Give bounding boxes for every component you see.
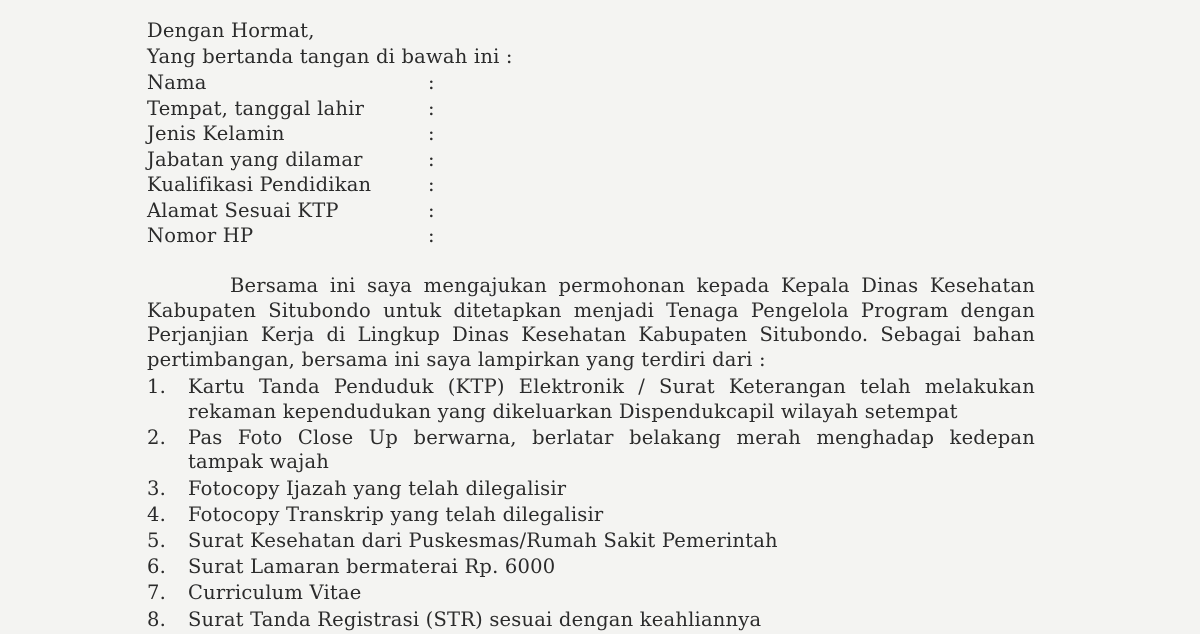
list-number: 6. xyxy=(147,555,167,579)
list-text: Fotocopy Transkrip yang telah dilegalisir xyxy=(188,502,604,526)
field-colon: : xyxy=(428,224,435,247)
field-label: Jenis Kelamin xyxy=(147,122,285,145)
field-row-nama xyxy=(147,70,435,96)
list-text: Pas Foto Close Up berwarna, berlatar belakang merah menghadap kedepan tampak wajah xyxy=(188,425,1035,474)
list-item xyxy=(147,503,1035,528)
list-item xyxy=(147,477,1035,502)
intro-text: Yang bertanda tangan di bawah ini : xyxy=(147,45,513,68)
field-colon: : xyxy=(428,199,435,222)
list-number: 8. xyxy=(147,607,167,631)
field-label: Jabatan yang dilamar xyxy=(147,148,363,171)
list-number: 2. xyxy=(147,425,167,449)
list-item xyxy=(147,529,1035,554)
attachment-list xyxy=(147,375,1035,634)
field-row-kualifikasi xyxy=(147,172,435,198)
list-number: 7. xyxy=(147,581,167,605)
list-text: Surat Tanda Registrasi (STR) sesuai dengan keahliannya xyxy=(188,607,762,631)
field-label: Tempat, tanggal lahir xyxy=(147,97,365,120)
field-row-jenis-kelamin xyxy=(147,121,435,147)
field-row-nomor-hp xyxy=(147,223,435,249)
field-label: Alamat Sesuai KTP xyxy=(147,199,339,222)
list-item xyxy=(147,555,1035,580)
list-item xyxy=(147,375,1035,424)
list-number: 1. xyxy=(147,375,167,398)
field-row-jabatan xyxy=(147,147,435,173)
field-colon: : xyxy=(428,148,435,171)
field-row-alamat xyxy=(147,198,435,224)
list-item xyxy=(147,426,1035,475)
field-colon: : xyxy=(428,122,435,145)
field-colon: : xyxy=(428,173,435,196)
list-number: 5. xyxy=(147,528,167,552)
list-text: Surat Kesehatan dari Puskesmas/Rumah Sakit Pemerintah xyxy=(188,528,778,552)
list-item xyxy=(147,608,1035,633)
field-colon: : xyxy=(428,97,435,120)
list-number: 3. xyxy=(147,476,167,500)
list-text: Surat Lamaran bermaterai Rp. 6000 xyxy=(188,555,556,579)
list-item xyxy=(147,581,1035,606)
list-text: Fotocopy Ijazah yang telah dilegalisir xyxy=(188,476,567,500)
field-label: Nomor HP xyxy=(147,224,254,247)
list-text: Kartu Tanda Penduduk (KTP) Elektronik / Surat Keterangan telah melakukan rekaman kependudukan yang dikeluarkan Dispendukcapil wilayah setempat xyxy=(188,375,1035,423)
request-paragraph-text: Bersama ini saya mengajukan permohonan kepada Kepala Dinas Kesehatan Kabupaten Situbondo untuk ditetapkan menjadi Tenaga Pengelola Program dengan Perjanjian Kerja di Lingkup Dinas Kesehatan Kabupaten Situbondo. Sebagai bahan pertimbangan, bersama ini saya lampirkan yang terdiri dari : xyxy=(147,274,1035,371)
field-label: Kualifikasi Pendidikan xyxy=(147,173,372,196)
list-text: Curriculum Vitae xyxy=(188,581,362,605)
field-colon: : xyxy=(428,71,435,94)
field-row-tempat-tanggal-lahir xyxy=(147,96,435,122)
list-number: 4. xyxy=(147,502,167,526)
salutation: Dengan Hormat, xyxy=(147,19,315,42)
request-paragraph xyxy=(147,274,1035,372)
field-label: Nama xyxy=(147,71,207,94)
